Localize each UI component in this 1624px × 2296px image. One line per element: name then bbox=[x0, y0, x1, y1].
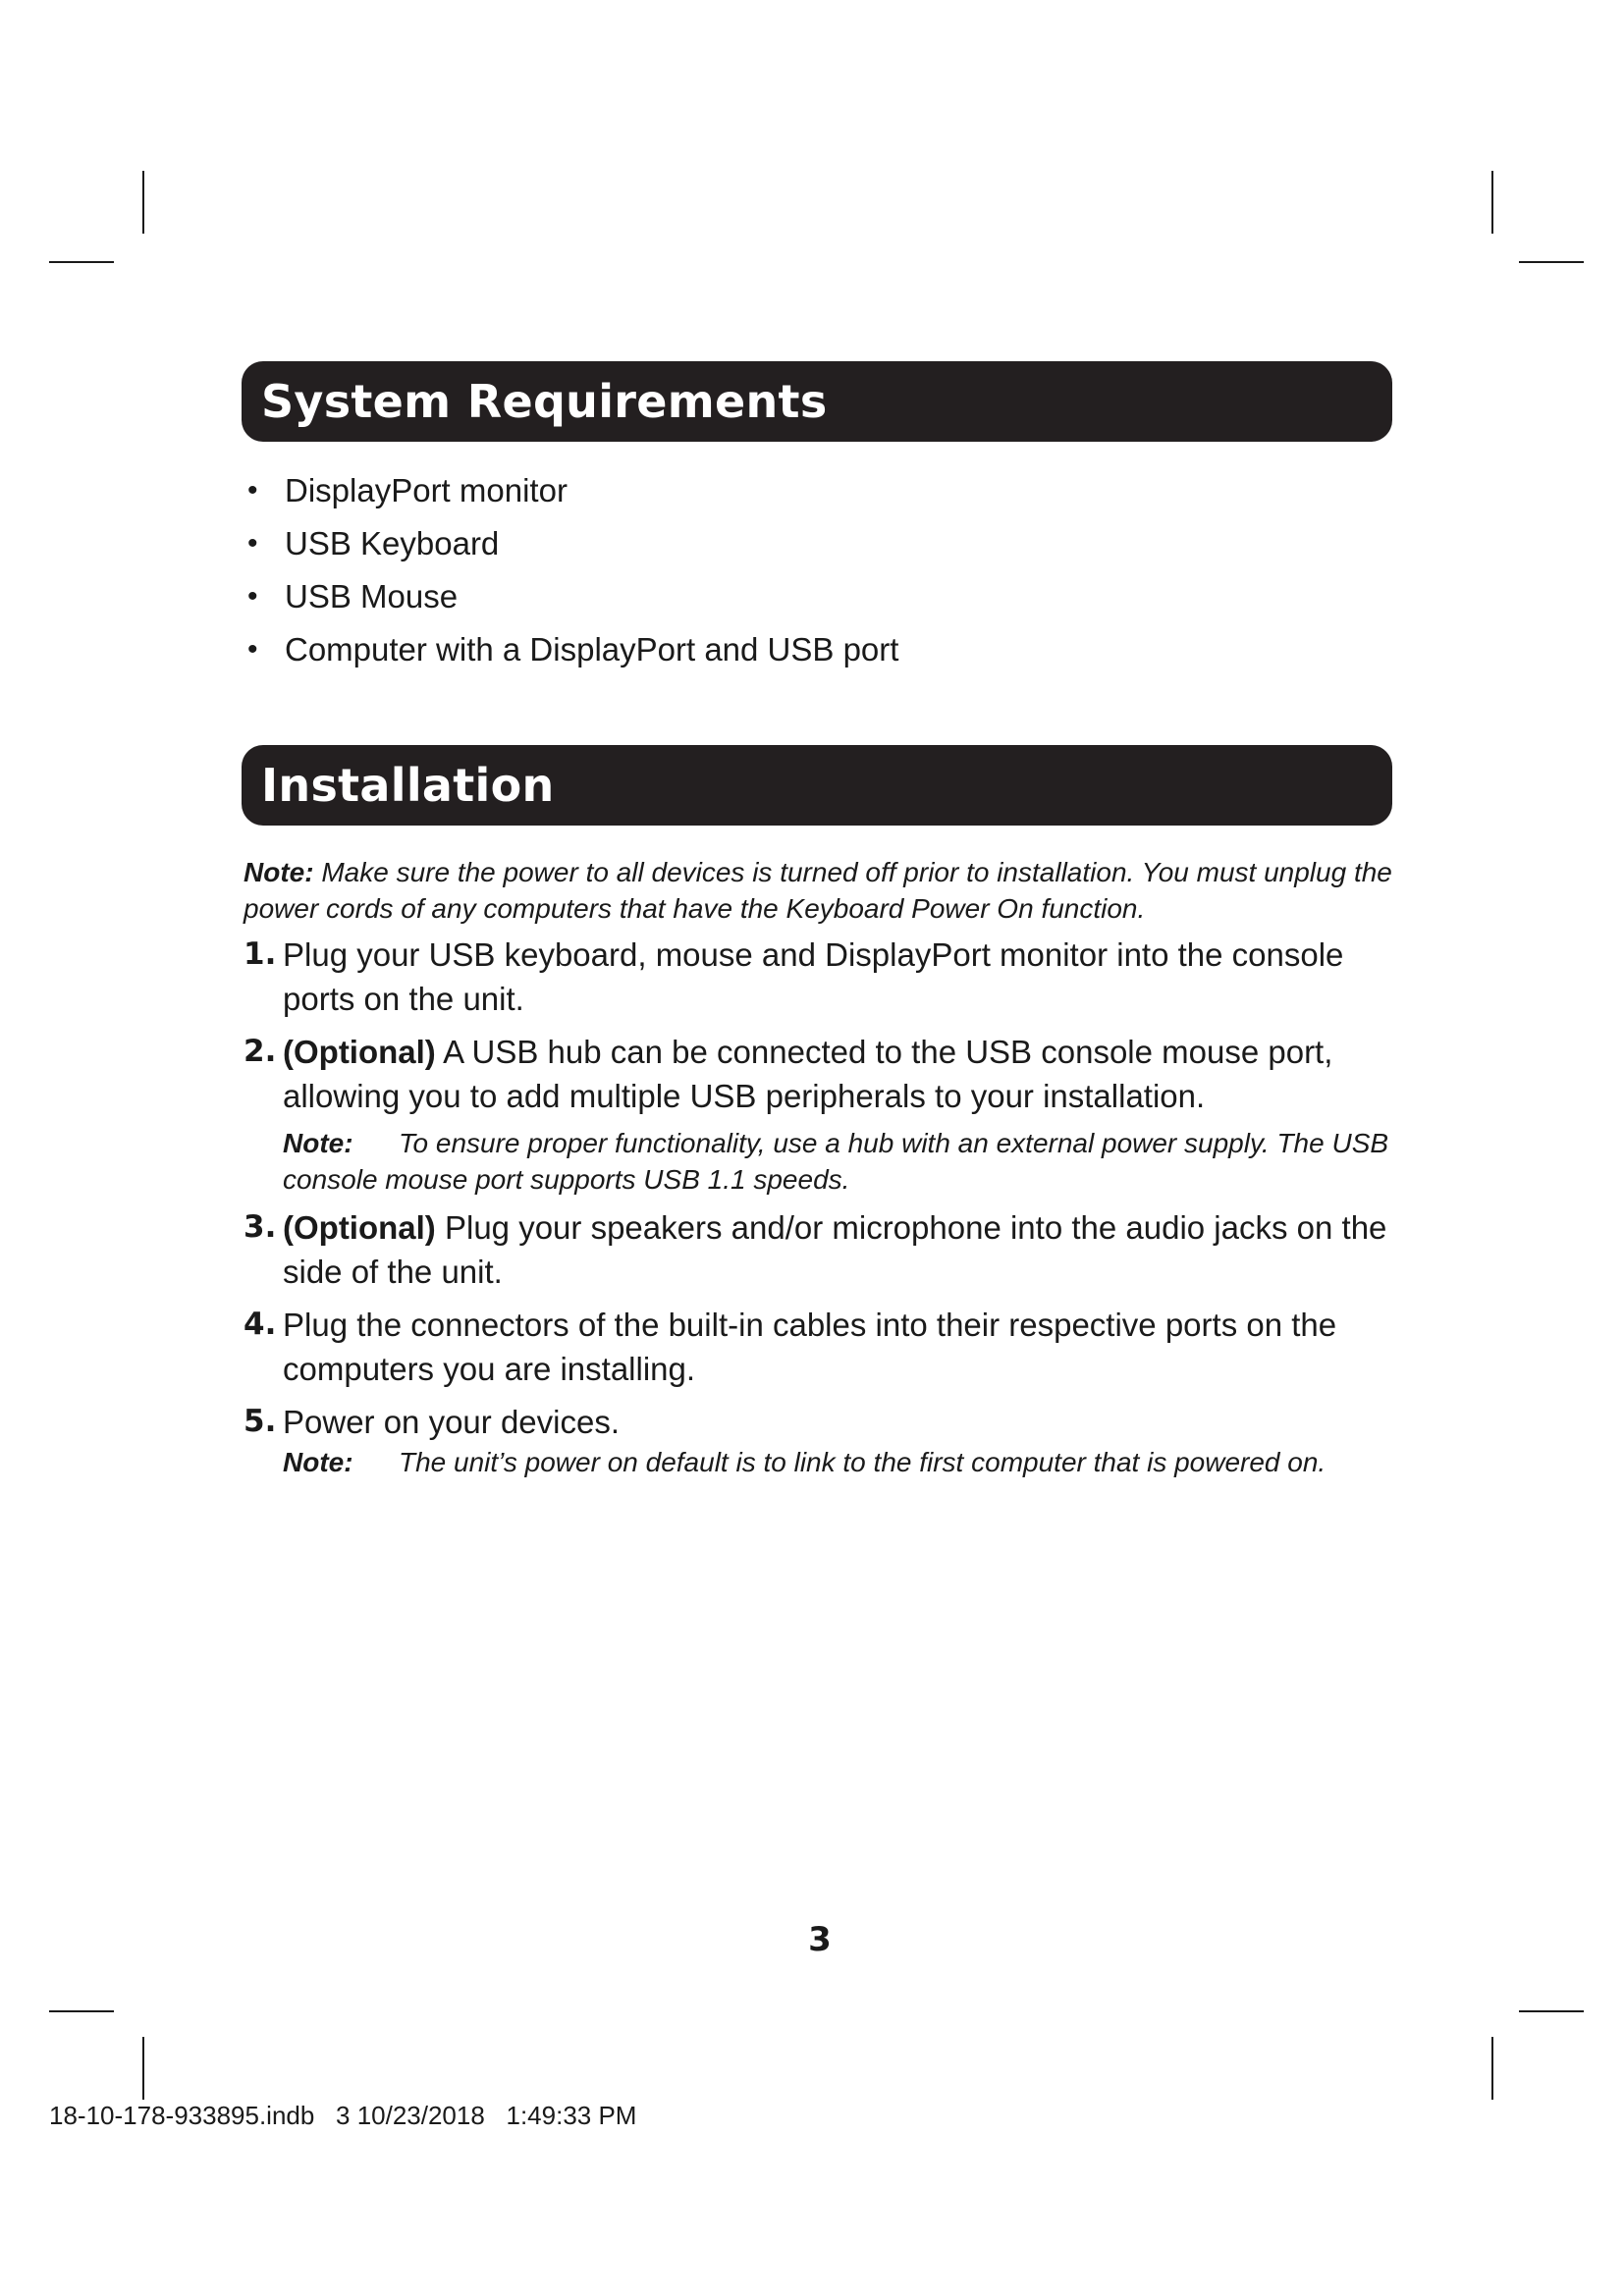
optional-label: (Optional) bbox=[283, 1034, 436, 1070]
step-1 bbox=[244, 933, 1412, 1021]
list-item: • USB Mouse bbox=[245, 573, 898, 626]
crop-mark-bottom-left-vertical bbox=[142, 2037, 144, 2100]
step-4 bbox=[244, 1303, 1412, 1391]
list-item: • Computer with a DisplayPort and USB port bbox=[245, 626, 898, 679]
step-text: Power on your devices. bbox=[283, 1404, 621, 1440]
step-2-note bbox=[244, 1125, 1412, 1198]
requirements-list bbox=[245, 467, 898, 679]
step-number: 4. bbox=[244, 1307, 277, 1342]
crop-mark-bottom-right-vertical bbox=[1491, 2037, 1493, 2100]
system-requirements-header bbox=[242, 361, 1392, 442]
step-text: A USB hub can be connected to the USB console mouse port, allowing you to add multiple USB peripherals to your installation. bbox=[283, 1034, 1333, 1114]
print-slug: 18-10-178-933895.indb 3 10/23/2018 1:49:33 PM bbox=[49, 2101, 637, 2130]
note-text: To ensure proper functionality, use a hub with an external power supply. The USB console mouse port supports USB 1.1 speeds. bbox=[283, 1128, 1389, 1195]
note-text: Make sure the power to all devices is turned off prior to installation. You must unplug the power cords of any computers that have the Keyboard Power On function. bbox=[244, 857, 1392, 924]
note-label: Note: bbox=[283, 1128, 353, 1158]
step-text: Plug your USB keyboard, mouse and DisplayPort monitor into the console ports on the unit. bbox=[283, 936, 1344, 1017]
crop-mark-bottom-left-horizontal bbox=[49, 2010, 114, 2012]
installation-title: Installation bbox=[261, 759, 555, 812]
step-2 bbox=[244, 1030, 1412, 1118]
step-5 bbox=[244, 1400, 1412, 1444]
list-item: • USB Keyboard bbox=[245, 520, 898, 573]
crop-mark-top-left-vertical bbox=[142, 171, 144, 234]
crop-mark-top-left-horizontal bbox=[49, 261, 114, 263]
step-text: Plug your speakers and/or microphone into the audio jacks on the side of the unit. bbox=[283, 1209, 1387, 1290]
optional-label: (Optional) bbox=[283, 1209, 436, 1246]
step-number: 1. bbox=[244, 936, 277, 972]
note-label: Note: bbox=[244, 857, 314, 887]
step-5-note bbox=[244, 1444, 1412, 1480]
note-text: The unit’s power on default is to link to the first computer that is powered on. bbox=[399, 1447, 1326, 1477]
bullet-icon: • bbox=[247, 474, 258, 507]
note-label: Note: bbox=[283, 1447, 353, 1477]
installation-header bbox=[242, 745, 1392, 826]
step-text: Plug the connectors of the built-in cables into their respective ports on the computers you are installing. bbox=[283, 1307, 1337, 1387]
page-number: 3 bbox=[808, 1920, 832, 1959]
installation-steps bbox=[244, 933, 1412, 1488]
crop-mark-bottom-right-horizontal bbox=[1519, 2010, 1584, 2012]
installation-note bbox=[244, 854, 1402, 927]
step-3 bbox=[244, 1205, 1412, 1294]
step-number: 5. bbox=[244, 1404, 277, 1439]
system-requirements-title: System Requirements bbox=[261, 375, 828, 428]
step-number: 2. bbox=[244, 1034, 277, 1069]
bullet-icon: • bbox=[247, 527, 258, 560]
crop-mark-top-right-horizontal bbox=[1519, 261, 1584, 263]
crop-mark-top-right-vertical bbox=[1491, 171, 1493, 234]
list-item: • DisplayPort monitor bbox=[245, 467, 898, 520]
bullet-icon: • bbox=[247, 633, 258, 666]
step-number: 3. bbox=[244, 1209, 277, 1245]
bullet-icon: • bbox=[247, 580, 258, 613]
